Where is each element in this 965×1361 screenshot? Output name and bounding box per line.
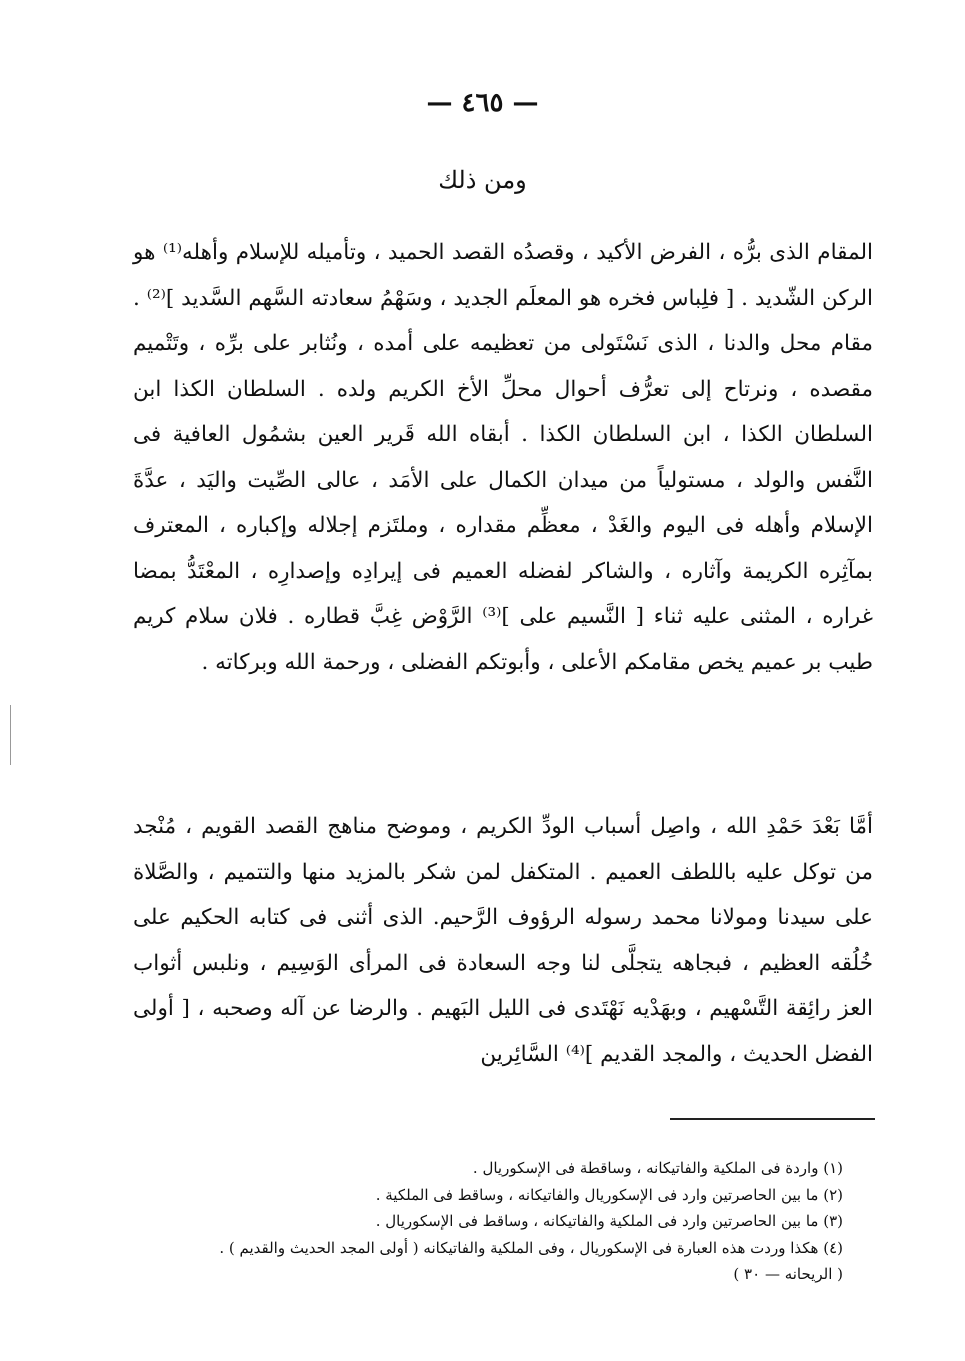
margin-mark xyxy=(10,705,12,765)
footnote-source: ( الريحانه — ٣٠ ) xyxy=(733,1265,843,1283)
footnote-2: (٢) ما بين الحاصرتين وارد فى الإسكوريال والفاتيكانه ، وساقط فى الملكية . xyxy=(375,1185,843,1204)
footnotes-list xyxy=(133,1155,843,1288)
body-paragraph-1: المقام الذى برُّه ، الفرض الأكيد ، وقصدُه القصد الحميد ، وتأميله للإسلام وأهله⁽¹⁾ هو الركن الشّديد . [ فلِباس فخره هو المعلَم الجديد ، وسَهْمُ سعادته السَّهم السَّديد ]⁽²⁾ . مقام محل والدنا ، الذى نَسْتَولى من تعظيمه على أمده ، ونُثابر على برِّه ، وتَتْميم مقصده ، ونرتاح إلى تعرُّف أحوال محلِّ الأخ الكريم ولده . السلطان الكذا ابن السلطان الكذا ، ابن السلطان الكذا . أبقاه الله قَرير العين بشمُول العافية فى النَّفس والولد ، مستولياً من ميدان الكمال على الأمَد ، عالى الصِّيت واليَد ، عدَّةَ الإسلام وأهله فى اليوم والغَدْ ، معظِّم مقداره ، وملتَزم إجلاله وإكباره ، المعترف بمآثِره الكريمة وآثاره ، والشاكر لفضله العميم فى إيرادِه وإصدارِه ، المعْتَدُّ بمضا غراره ، المثنى عليه ثناء [ النَّسيم على ]⁽³⁾ الرَّوْض غِبَّ قطاره . فلان سلام كريم طيب بر عميم يخص مقامكم الأعلى ، وأبوتكم الفضلى ، ورحمة الله وبركاته . xyxy=(133,240,873,675)
footnote-4: (٤) هكذا وردت هذه العبارة فى الإسكوريال ، وفى الملكية والفاتيكانه ( أولى المجد الحديث والقديم ) . xyxy=(219,1238,843,1257)
footnote-1: (١) واردة فى الملكية والفاتيكانه ، وساقطة فى الإسكوريال . xyxy=(472,1159,843,1177)
footnote-3: (٣) ما بين الحاصرتين وارد فى الملكية والفاتيكانه ، وساقط فى الإسكوريال . xyxy=(375,1212,843,1230)
footnote-divider xyxy=(670,1118,875,1120)
section-title: ومن ذلك xyxy=(438,166,527,194)
body-paragraph-2: أمَّا بَعْدَ حَمْدِ الله ، واصِل أسباب الودِّ الكريم ، وموضح مناهج القصد القويم ، مُنْجد من توكل عليه باللطف العميم . المتكفل لمن شكر بالمزيد منها والتتميم ، والصَّلاة على سيدنا ومولانا محمد رسوله الرؤوف الرَّحيم. الذى أثنى فى كتابه الحكيم على خُلُقه العظيم ، فبجاهه يتجلَّى لنا وجه السعادة فى المرأى الوَسِيم ، ونلبس أثواب العز رائِقة التَّسْهيم ، وبهَدْيه نَهْتَدى فى الليل البَهيم . والرضا عن آله وصحبه ، [ أولى الفضل الحديث ، والمجد القديم ]⁽⁴⁾ السَّائِرين xyxy=(133,814,873,1067)
page-number: — ٤٦٥ — xyxy=(426,88,539,118)
